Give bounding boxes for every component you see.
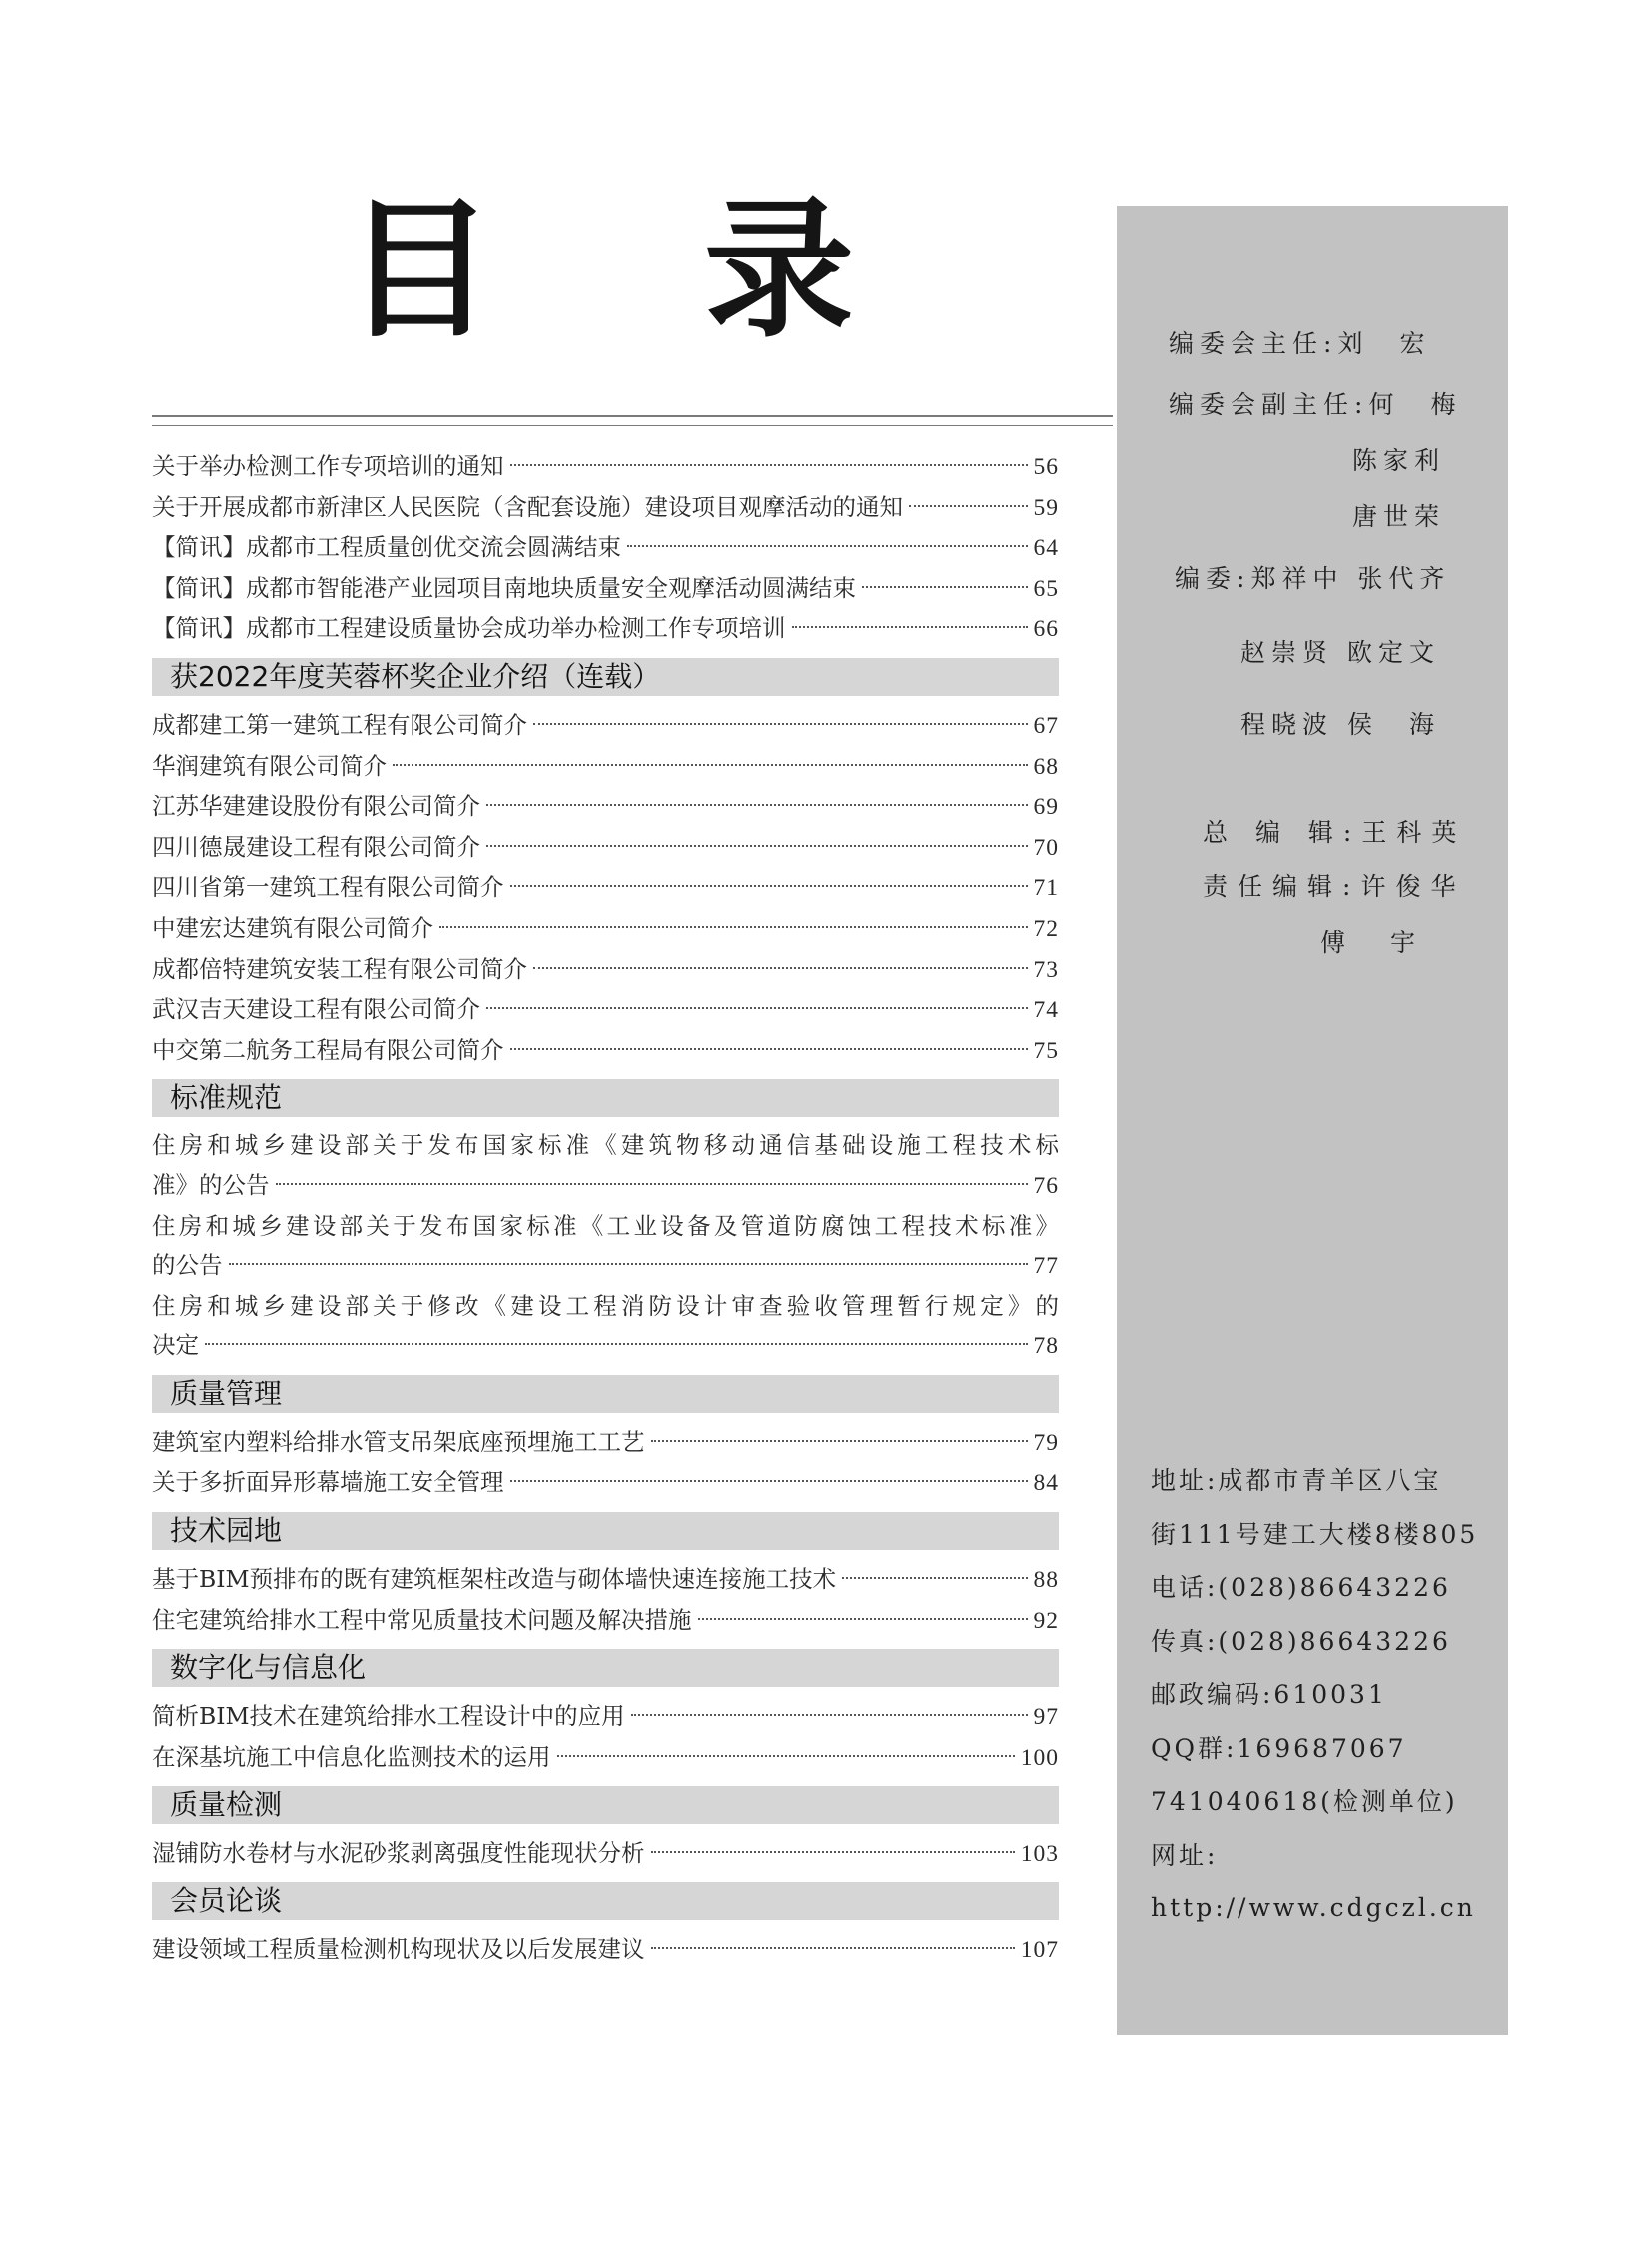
- toc-entry-row: [152, 1423, 1059, 1464]
- dot-leader: [698, 1618, 1028, 1620]
- toc-entry-title: 关于开展成都市新津区人民医院（含配套设施）建设项目观摩活动的通知: [152, 492, 903, 521]
- editorial-members-line: [1175, 559, 1450, 595]
- toc-entry-row: [152, 609, 1059, 650]
- toc-entry[interactable]: [152, 447, 1059, 488]
- toc-entry-page: 72: [1033, 915, 1059, 942]
- dot-leader: [533, 967, 1028, 969]
- toc-entry[interactable]: [152, 1930, 1059, 1971]
- toc-entry[interactable]: [152, 1126, 1059, 1206]
- qq-group-1: QQ群:169687067: [1151, 1733, 1407, 1763]
- toc-entry-page: 67: [1033, 712, 1059, 739]
- postal-code: 邮政编码:610031: [1151, 1680, 1387, 1709]
- toc-entry-page: 84: [1033, 1470, 1059, 1497]
- toc-entry-row: [152, 1697, 1059, 1738]
- contact-info: [1151, 1454, 1478, 1935]
- toc-entry-row: [152, 787, 1059, 828]
- dot-leader: [486, 845, 1028, 847]
- dot-leader: [651, 1947, 1015, 1949]
- qq-group-2: 741040618(检测单位): [1151, 1787, 1458, 1816]
- dot-leader: [510, 464, 1028, 466]
- toc-entry[interactable]: [152, 1560, 1059, 1601]
- website-label: 网址:: [1151, 1840, 1219, 1869]
- dot-leader: [510, 1048, 1028, 1050]
- dot-leader: [651, 1851, 1015, 1853]
- toc-entry-row: [152, 1246, 1059, 1287]
- responsible-editor-line: [1203, 867, 1465, 903]
- title-char-2: 录: [703, 182, 854, 358]
- toc-entry-row: [152, 488, 1059, 529]
- toc-entry-page: 56: [1033, 454, 1059, 480]
- deputy-name-2: 陈家利: [1352, 446, 1446, 475]
- section-header: 技术园地: [152, 1512, 1059, 1550]
- toc-entry-row: [152, 950, 1059, 991]
- chief-editor-line: [1203, 813, 1466, 849]
- toc-entry[interactable]: [152, 488, 1059, 529]
- toc-entry-row: [152, 1930, 1059, 1971]
- members-label: 编委:: [1175, 564, 1251, 593]
- toc-entry-title: 建设领域工程质量检测机构现状及以后发展建议: [152, 1935, 645, 1964]
- toc-entry-page: 70: [1033, 834, 1059, 861]
- toc-entry-page: 77: [1033, 1253, 1059, 1280]
- toc-entry-title: 关于多折面异形幕墙施工安全管理: [152, 1468, 504, 1497]
- address-line-1: 地址:成都市青羊区八宝: [1151, 1466, 1442, 1495]
- toc-entry-title-line-1: 住房和城乡建设部关于发布国家标准《工业设备及管道防腐蚀工程技术标准》: [152, 1211, 1059, 1240]
- section-header: 质量检测: [152, 1786, 1059, 1824]
- toc-entry-row: [152, 569, 1059, 610]
- toc-entry-page: 71: [1033, 875, 1059, 902]
- dot-leader: [651, 1440, 1028, 1442]
- toc-entry[interactable]: [152, 868, 1059, 909]
- dot-leader: [393, 764, 1028, 766]
- member-name-1: 郑祥中: [1250, 564, 1344, 593]
- toc-entry[interactable]: [152, 569, 1059, 610]
- dot-leader: [557, 1755, 1015, 1757]
- title-divider-thick: [152, 415, 1113, 417]
- member-name-6: 侯 海: [1346, 710, 1440, 739]
- toc-entry-page: 69: [1033, 794, 1059, 821]
- toc-entry[interactable]: [152, 609, 1059, 650]
- dot-leader: [627, 545, 1028, 547]
- toc-entry[interactable]: [152, 747, 1059, 788]
- toc-entry-row: [152, 1463, 1059, 1504]
- toc-entry[interactable]: [152, 1463, 1059, 1504]
- toc-entry-title: 准》的公告: [152, 1170, 270, 1199]
- responsible-editor-label: 责任编辑:: [1203, 872, 1361, 901]
- toc-entry-page: 100: [1020, 1744, 1059, 1771]
- toc-entry[interactable]: [152, 990, 1059, 1031]
- toc-entry[interactable]: [152, 950, 1059, 991]
- dot-leader: [439, 926, 1028, 928]
- toc-entry-title: 成都倍特建筑安装工程有限公司简介: [152, 954, 527, 983]
- toc-entry-page: 75: [1033, 1037, 1059, 1064]
- toc-entry-title: 在深基坑施工中信息化监测技术的运用: [152, 1742, 551, 1771]
- deputy-name-1: 何 梅: [1368, 390, 1462, 419]
- dot-leader: [510, 885, 1028, 887]
- section-header: 会员论谈: [152, 1882, 1059, 1920]
- toc-entry-title: 四川德晟建设工程有限公司简介: [152, 832, 480, 861]
- deputy-name-3: 唐世荣: [1352, 502, 1446, 531]
- toc-entry-title: 建筑室内塑料给排水管支吊架底座预埋施工工艺: [152, 1427, 645, 1456]
- toc-entry[interactable]: [152, 706, 1059, 747]
- toc-entry-row: [152, 447, 1059, 488]
- toc-entry[interactable]: [152, 1207, 1059, 1287]
- toc-entry-title: 决定: [152, 1331, 199, 1360]
- dot-leader: [229, 1263, 1028, 1265]
- toc-entry[interactable]: [152, 1601, 1059, 1642]
- toc-entry-title: 关于举办检测工作专项培训的通知: [152, 452, 504, 480]
- toc-entry-page: 65: [1033, 575, 1059, 602]
- dot-leader: [533, 723, 1028, 725]
- toc-entry-row: [152, 1738, 1059, 1779]
- toc-entry-row: [152, 1031, 1059, 1072]
- section-header: 标准规范: [152, 1079, 1059, 1117]
- toc-entry-page: 74: [1033, 997, 1059, 1024]
- page-title: [345, 182, 854, 358]
- toc-entry-title: 中交第二航务工程局有限公司简介: [152, 1035, 504, 1064]
- editorial-deputy-line: [1169, 385, 1461, 421]
- toc-entry-title: 武汉吉天建设工程有限公司简介: [152, 995, 480, 1024]
- toc-entry-page: 78: [1033, 1333, 1059, 1360]
- dot-leader: [205, 1343, 1028, 1345]
- director-label: 编委会主任:: [1169, 329, 1338, 358]
- toc-entry-page: 64: [1033, 535, 1059, 562]
- phone: 电话:(028)86643226: [1151, 1573, 1451, 1602]
- toc-entry[interactable]: [152, 1031, 1059, 1072]
- member-name-3: 赵崇贤: [1240, 638, 1334, 667]
- table-of-contents: [152, 447, 1059, 1971]
- toc-entry-page: 92: [1033, 1607, 1059, 1634]
- toc-entry-page: 59: [1033, 494, 1059, 521]
- dot-leader: [510, 1480, 1028, 1482]
- toc-entry-page: 73: [1033, 956, 1059, 983]
- toc-entry[interactable]: [152, 787, 1059, 828]
- toc-entry-row: [152, 1834, 1059, 1874]
- dot-leader: [792, 626, 1028, 628]
- toc-entry-title: 江苏华建建设股份有限公司简介: [152, 792, 480, 821]
- responsible-editor-name-2: 傅 宇: [1320, 928, 1426, 957]
- toc-entry-title: 住宅建筑给排水工程中常见质量技术问题及解决措施: [152, 1605, 692, 1634]
- member-name-2: 张代齐: [1357, 564, 1451, 593]
- member-name-5: 程晓波: [1240, 710, 1334, 739]
- toc-entry-row: [152, 909, 1059, 950]
- toc-entry-title: 的公告: [152, 1251, 223, 1280]
- toc-entry-row: [152, 990, 1059, 1031]
- toc-entry[interactable]: [152, 528, 1059, 569]
- member-name-4: 欧定文: [1346, 638, 1440, 667]
- toc-entry-row: [152, 747, 1059, 788]
- deputy-label: 编委会副主任:: [1169, 390, 1369, 419]
- toc-entry-row: [152, 1560, 1059, 1601]
- section-header: 质量管理: [152, 1375, 1059, 1413]
- toc-entry-title: 成都建工第一建筑工程有限公司简介: [152, 710, 527, 739]
- toc-entry-row: [152, 1166, 1059, 1207]
- toc-entry-title: 基于BIM预排布的既有建筑框架柱改造与砌体墙快速连接施工技术: [152, 1565, 837, 1594]
- toc-entry-row: [152, 1326, 1059, 1367]
- title-char-1: 目: [345, 182, 495, 358]
- toc-entry-title-line-1: 住房和城乡建设部关于发布国家标准《建筑物移动通信基础设施工程技术标: [152, 1131, 1059, 1160]
- dot-leader: [276, 1183, 1028, 1185]
- dot-leader: [631, 1714, 1028, 1716]
- chief-editor-name: 王科英: [1361, 818, 1467, 847]
- dot-leader: [486, 804, 1028, 806]
- dot-leader: [909, 505, 1028, 507]
- toc-entry-title: 【简讯】成都市工程质量创优交流会圆满结束: [152, 533, 621, 562]
- dot-leader: [842, 1577, 1027, 1579]
- address-line-2: 街111号建工大楼8楼805: [1151, 1519, 1479, 1549]
- toc-entry-row: [152, 1601, 1059, 1642]
- toc-entry-title: 湿铺防水卷材与水泥砂浆剥离强度性能现状分析: [152, 1839, 645, 1868]
- dot-leader: [862, 586, 1028, 588]
- toc-entry-title: 四川省第一建筑工程有限公司简介: [152, 873, 504, 902]
- toc-entry-page: 88: [1033, 1567, 1059, 1594]
- toc-entry-row: [152, 706, 1059, 747]
- toc-entry[interactable]: [152, 1834, 1059, 1874]
- toc-entry-page: 68: [1033, 753, 1059, 780]
- toc-entry-row: [152, 868, 1059, 909]
- toc-entry-page: 76: [1033, 1172, 1059, 1199]
- editorial-members-line-3: [1240, 705, 1440, 741]
- toc-entry-row: [152, 528, 1059, 569]
- editorial-director-line: [1169, 324, 1430, 360]
- toc-entry-title: 简析BIM技术在建筑给排水工程设计中的应用: [152, 1702, 625, 1731]
- toc-entry-page: 103: [1020, 1841, 1059, 1868]
- section-header: 数字化与信息化: [152, 1649, 1059, 1687]
- toc-entry-row: [152, 828, 1059, 869]
- editorial-members-line-2: [1240, 633, 1440, 669]
- toc-entry[interactable]: [152, 1287, 1059, 1367]
- website-url[interactable]: http://www.cdgczl.cn: [1151, 1893, 1476, 1922]
- dot-leader: [486, 1007, 1028, 1009]
- fax: 传真:(028)86643226: [1151, 1626, 1451, 1656]
- toc-entry-page: 66: [1033, 616, 1059, 643]
- toc-entry[interactable]: [152, 1738, 1059, 1779]
- toc-entry[interactable]: [152, 909, 1059, 950]
- director-name: 刘 宏: [1337, 329, 1431, 358]
- toc-entry-title: 中建宏达建筑有限公司简介: [152, 913, 433, 942]
- chief-editor-label: 总 编 辑:: [1203, 818, 1362, 847]
- section-header: 获2022年度芙蓉杯奖企业介绍（连载）: [152, 658, 1059, 696]
- responsible-editor-name-1: 许俊华: [1360, 872, 1466, 901]
- title-divider-thin: [152, 425, 1113, 426]
- toc-entry[interactable]: [152, 1423, 1059, 1464]
- toc-entry-title: 【简讯】成都市工程建设质量协会成功举办检测工作专项培训: [152, 614, 786, 643]
- toc-entry[interactable]: [152, 1697, 1059, 1738]
- toc-entry-page: 107: [1020, 1937, 1059, 1964]
- toc-entry-title-line-1: 住房和城乡建设部关于修改《建设工程消防设计审查验收管理暂行规定》的: [152, 1291, 1059, 1320]
- toc-entry-title: 【简讯】成都市智能港产业园项目南地块质量安全观摩活动圆满结束: [152, 573, 856, 602]
- toc-entry-page: 79: [1033, 1429, 1059, 1456]
- toc-entry[interactable]: [152, 828, 1059, 869]
- toc-entry-page: 97: [1033, 1704, 1059, 1731]
- toc-entry-title: 华润建筑有限公司简介: [152, 751, 387, 780]
